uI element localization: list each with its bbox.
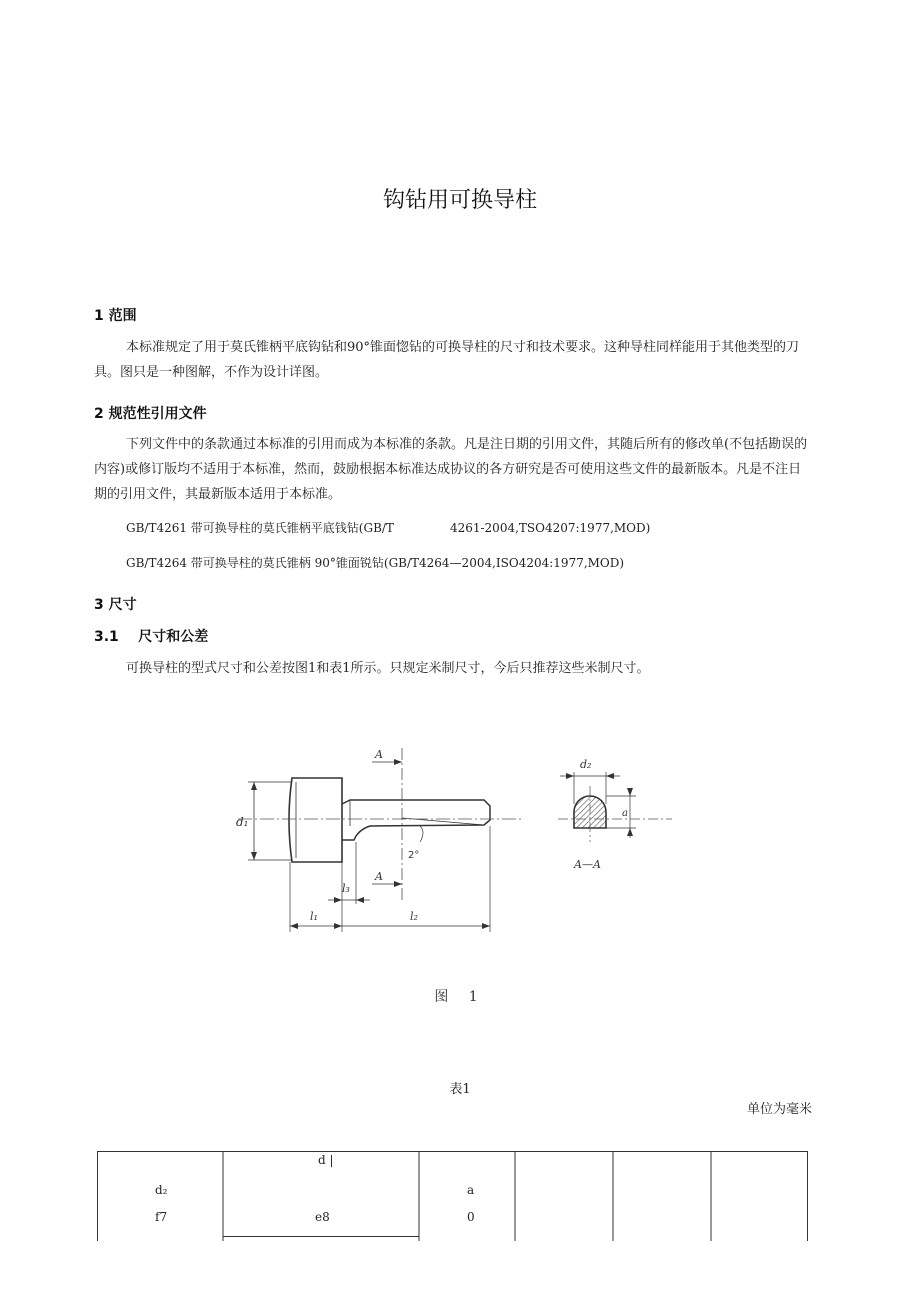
- reference-1-part-b: 4261-2004,TSO4207:1977,MOD): [449, 521, 651, 535]
- section-1-heading: 1 范围: [94, 308, 137, 324]
- section-2-text: 下列文件中的条款通过本标准的引用而成为本标准的条款。凡是注日期的引用文件，其随后所有的修改单(不包括勘误的内容)或修订版均不适用于本标准，然而，鼓励根据本标准达成协议的各方研究是否可使用这些文件的最新版本。凡是不注日期的引用文件，其最新版本适用于本标准。: [94, 437, 808, 502]
- pillar-shank: [342, 800, 490, 840]
- label-angle: 2°: [408, 850, 420, 861]
- label-a-bottom: A: [375, 870, 383, 883]
- table-unit: 单位为毫米: [746, 1102, 812, 1117]
- table-cell-a: a: [467, 1183, 475, 1197]
- label-a-top: A: [375, 748, 383, 761]
- label-d2: d₂: [580, 758, 592, 771]
- label-a: a: [622, 808, 628, 819]
- table-cell-d1: d |: [318, 1153, 334, 1167]
- section-3-1-text: 可换导柱的型式尺寸和公差按图1和表1所示。只规定米制尺寸，今后只推荐这些米制尺寸。: [126, 661, 650, 676]
- section-1-text: 本标准规定了用于莫氏锥柄平底钩钻和90°锥面惚钻的可换导柱的尺寸和技术要求。这种导柱同样能用于其他类型的刀具。图只是一种图解，不作为设计详图。: [94, 340, 800, 380]
- reference-1-part-a: GB/T4261 带可换导柱的莫氏锥柄平底钱钻(GB/T: [126, 521, 394, 535]
- document-title: 钩钻用可换导柱: [382, 188, 537, 213]
- section-3-1-heading: 3.1 尺寸和公差: [94, 629, 209, 645]
- reference-1: [126, 519, 650, 536]
- pillar-head: [289, 778, 342, 862]
- label-l1: l₁: [310, 910, 318, 923]
- section-3-heading: 3 尺寸: [94, 597, 137, 613]
- label-section-aa: A—A: [574, 858, 601, 871]
- label-l3: l₃: [342, 882, 350, 895]
- table-1: [97, 1151, 809, 1241]
- figure-1-drawing: [232, 742, 672, 947]
- table-cell-d2: d₂: [155, 1183, 168, 1197]
- figure-caption: 图 1: [434, 989, 486, 1005]
- table-cell-f7: f7: [155, 1210, 168, 1224]
- label-l2: l₂: [410, 910, 418, 923]
- table-caption: 表1: [449, 1082, 471, 1097]
- section-2-heading: 2 规范性引用文件: [94, 406, 207, 422]
- table-cell-zero: 0: [467, 1210, 475, 1224]
- label-d1: d₁: [236, 815, 249, 829]
- table-cell-e8: e8: [315, 1210, 330, 1224]
- reference-2: GB/T4264 带可换导柱的莫氏锥柄 90°锥面锐钻(GB/T4264—2004,ISO4204:1977,MOD): [126, 556, 625, 570]
